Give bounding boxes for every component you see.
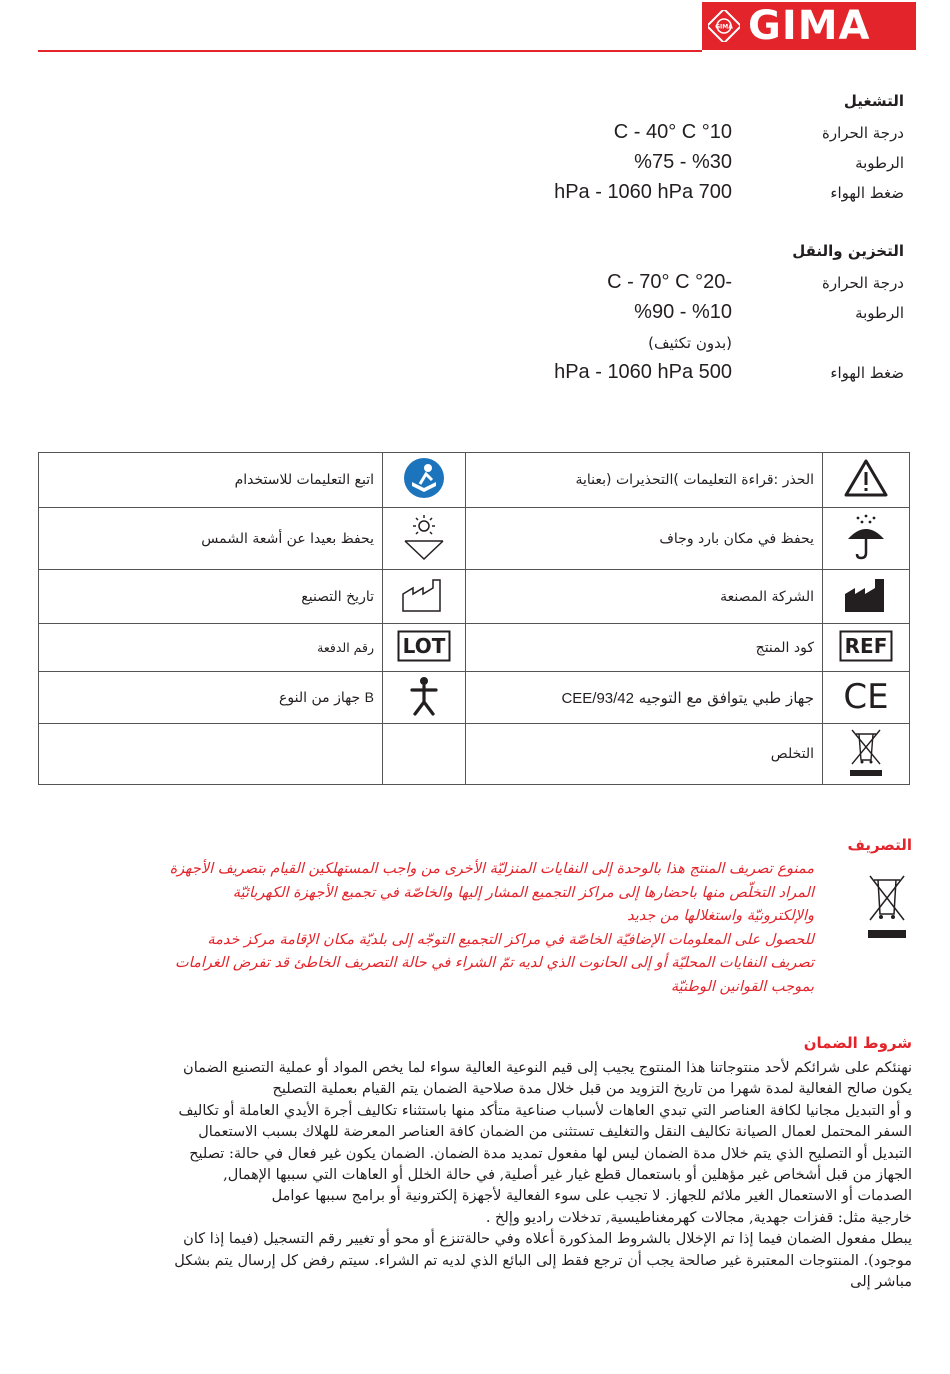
gima-badge-icon — [708, 10, 740, 42]
warranty-line: و أو التبديل مجانيا لكافة العناصر التي تبدي العاهات لأسباب صناعية متأكد منها باستثناء تكاليف أجرة الأيدي العاملة أو تكاليف — [178, 1102, 912, 1119]
disposal-line: بموجب القوانين الوطنيّة — [670, 978, 814, 995]
storage-title: التخزين والنقل — [792, 242, 904, 260]
warning-triangle-icon — [843, 458, 889, 498]
warranty-line: التبديل أو التصليح الذي يتم خلال مدة الضمان ليس لها مفعول تمديد مدة الضمان. الضمان يكون غير فعال في حالة: تصليح — [189, 1145, 912, 1162]
st-humidity-label: الرطوبة — [855, 304, 904, 322]
product-code-text: كود المنتج — [466, 624, 823, 672]
disposal-line: تصريف النفايات المحليّة أو إلى الحانوت الذي لديه تمّ الشراء في حالة التصريف الخاطئ قد تفرض الغرامات — [175, 955, 814, 971]
disposal-paragraph — [40, 858, 814, 999]
table-row — [39, 624, 910, 672]
table-row — [39, 453, 910, 508]
empty-icon-cell — [383, 724, 466, 785]
gima-logo — [702, 2, 916, 50]
svg-text:GIMA: GIMA — [715, 23, 733, 31]
manufacture-date-text: تاريخ التصنيع — [39, 570, 383, 624]
ref-cell — [823, 624, 910, 672]
warranty-line: خارجية مثل: قفزات جهدية, مجالات كهرمغناطيسية, تدخلات راديو وإلخ . — [485, 1209, 912, 1226]
st-temp-value: C - 70° C °20- — [607, 271, 732, 293]
disposal-title: التصريف — [847, 836, 912, 854]
manufacturer-icon — [842, 576, 890, 614]
st-humidity-note: (بدون تكثيف) — [648, 334, 732, 352]
disposal-text: التخلص — [466, 724, 823, 785]
lot-icon — [397, 630, 451, 662]
weee-cell — [823, 724, 910, 785]
op-pressure-value: hPa - 1060 hPa 700 — [554, 181, 732, 203]
operation-title: التشغيل — [843, 92, 904, 110]
manufacturer-text: الشركة المصنعة — [466, 570, 823, 624]
header-rule — [38, 50, 702, 52]
manufacture-date-cell — [383, 570, 466, 624]
st-temp-label: درجة الحرارة — [822, 274, 904, 292]
type-b-label: جهاز من النوع — [279, 690, 361, 706]
warranty-line: نهنئكم على شرائكم لأحد منتوجاتنا هذا المنتوج يجيب إلى قيم النوعية العالية سواء لما يخص المواد أو عملية التصنيع الضمان — [183, 1060, 912, 1076]
empty-cell — [39, 724, 383, 785]
op-humidity-value: %75 - %30 — [634, 151, 732, 173]
table-row — [39, 724, 910, 785]
op-humidity-label: الرطوبة — [855, 154, 904, 172]
st-pressure-value: hPa - 1060 hPa 500 — [554, 361, 732, 383]
warning-cell — [823, 453, 910, 508]
warranty-line: يكون صالح الفعالية لمدة شهرا من تاريخ التزويد من قبل خلال مدة صلاحية الضمان يتم القيام بعملية التصليح — [272, 1081, 912, 1098]
manual-book-icon — [402, 456, 446, 500]
warranty-line: مباشر إلى — [850, 1274, 912, 1291]
manufacturer-cell — [823, 570, 910, 624]
disposal-line: ممنوع تصريف المنتج هذا بالوحدة إلى النفايات المنزليّة الأخرى من واجب المستهلكين القيام بتصريف الأجهزة — [169, 861, 814, 877]
op-temp-value: C - 40° C °10 — [613, 121, 732, 143]
svg-text:CE: CE — [843, 677, 889, 714]
svg-text:LOT: LOT — [402, 633, 446, 658]
disposal-line: للحصول على المعلومات الإضافيّة الخاصّة في مراكز التجميع التوجّه إلى بلديّة مكان الإقامة مركز خدمة — [207, 931, 814, 948]
warranty-line: موجود). المنتوجات المعتبرة غير صالحة يجب أن ترجع فقط إلى البائع الذي لديه تم الشراء. سيتم رفض كل إرسال يتم بشكل — [174, 1252, 912, 1269]
type-b-icon — [409, 676, 439, 716]
umbrella-cell — [823, 508, 910, 570]
type-b-cell — [383, 672, 466, 724]
weee-bin-icon — [862, 870, 912, 942]
disposal-line: والإلكترونيّة واستغلالها من جديد — [627, 908, 814, 924]
type-b-code: B — [364, 689, 374, 705]
follow-instructions-text: اتبع التعليمات للاستخدام — [39, 453, 383, 508]
sun-protection-icon — [399, 513, 449, 561]
op-pressure-label: ضغط الهواء — [830, 184, 904, 202]
warranty-line: الصدمات أو الاستعمال الغير ملائم للجهاز. لا تجيب على سوء الفعالية لأجهزة إلكترونية أو برامج سببها عوامل — [271, 1188, 912, 1205]
ce-label: جهاز طبي يتوافق مع التوجيه — [638, 688, 814, 707]
svg-text:REF: REF — [844, 633, 888, 658]
caution-text: الحذر :قراءة التعليمات )التحذيرات (بعناية — [466, 453, 823, 508]
warranty-line: يبطل مفعول الضمان فيما إذا تم الإخلال بالشروط المذكورة أعلاه وفي حالةتنزع أو محو أو تغيير رقم التسجيل (فيما إذا كان — [183, 1231, 912, 1248]
table-row — [39, 508, 910, 570]
keep-from-sun-text: يحفظ بعيدا عن أشعة الشمس — [39, 508, 383, 570]
symbols-table — [38, 452, 910, 785]
table-row — [39, 570, 910, 624]
sun-cell — [383, 508, 466, 570]
ref-icon — [839, 630, 893, 662]
table-row — [39, 672, 910, 724]
weee-bin-icon — [846, 726, 886, 778]
brand-name: GIMA — [748, 3, 871, 49]
ce-text — [466, 672, 823, 724]
umbrella-icon — [844, 513, 888, 561]
warranty-line: الجهاز من قبل أشخاص غير مؤهلين أو باستعمال قطع غيار غير أصلية, في حالة الخلل أو العاهات التي سببها الإهمال, — [223, 1167, 912, 1184]
disposal-line: المراد التخلّص منها باحضارها إلى مراكز التجميع المشار إليها والخاصّة في تجميع الأجهزة الكهربائيّة — [232, 884, 814, 901]
st-pressure-label: ضغط الهواء — [830, 364, 904, 382]
op-temp-label: درجة الحرارة — [822, 124, 904, 142]
warranty-title: شروط الضمان — [803, 1034, 912, 1052]
warranty-paragraph — [44, 1058, 912, 1293]
lot-cell — [383, 624, 466, 672]
manual-book-cell — [383, 453, 466, 508]
type-b-text — [39, 672, 383, 724]
ce-directive: 93/42/CEE — [561, 689, 634, 707]
keep-dry-text: يحفظ في مكان بارد وجاف — [466, 508, 823, 570]
warranty-line: السفر المحتمل لعمال الصيانة تكاليف النقل والتغليف تستثنى من الضمان كافة العناصر المعرضة للهلاك بسبب الاستعمال — [198, 1124, 912, 1141]
lot-text: رقم الدفعة — [39, 624, 383, 672]
manufacture-date-icon — [400, 576, 448, 614]
ce-cell — [823, 672, 910, 724]
st-humidity-value: %90 - %10 — [634, 301, 732, 323]
ce-mark-icon — [840, 678, 892, 714]
